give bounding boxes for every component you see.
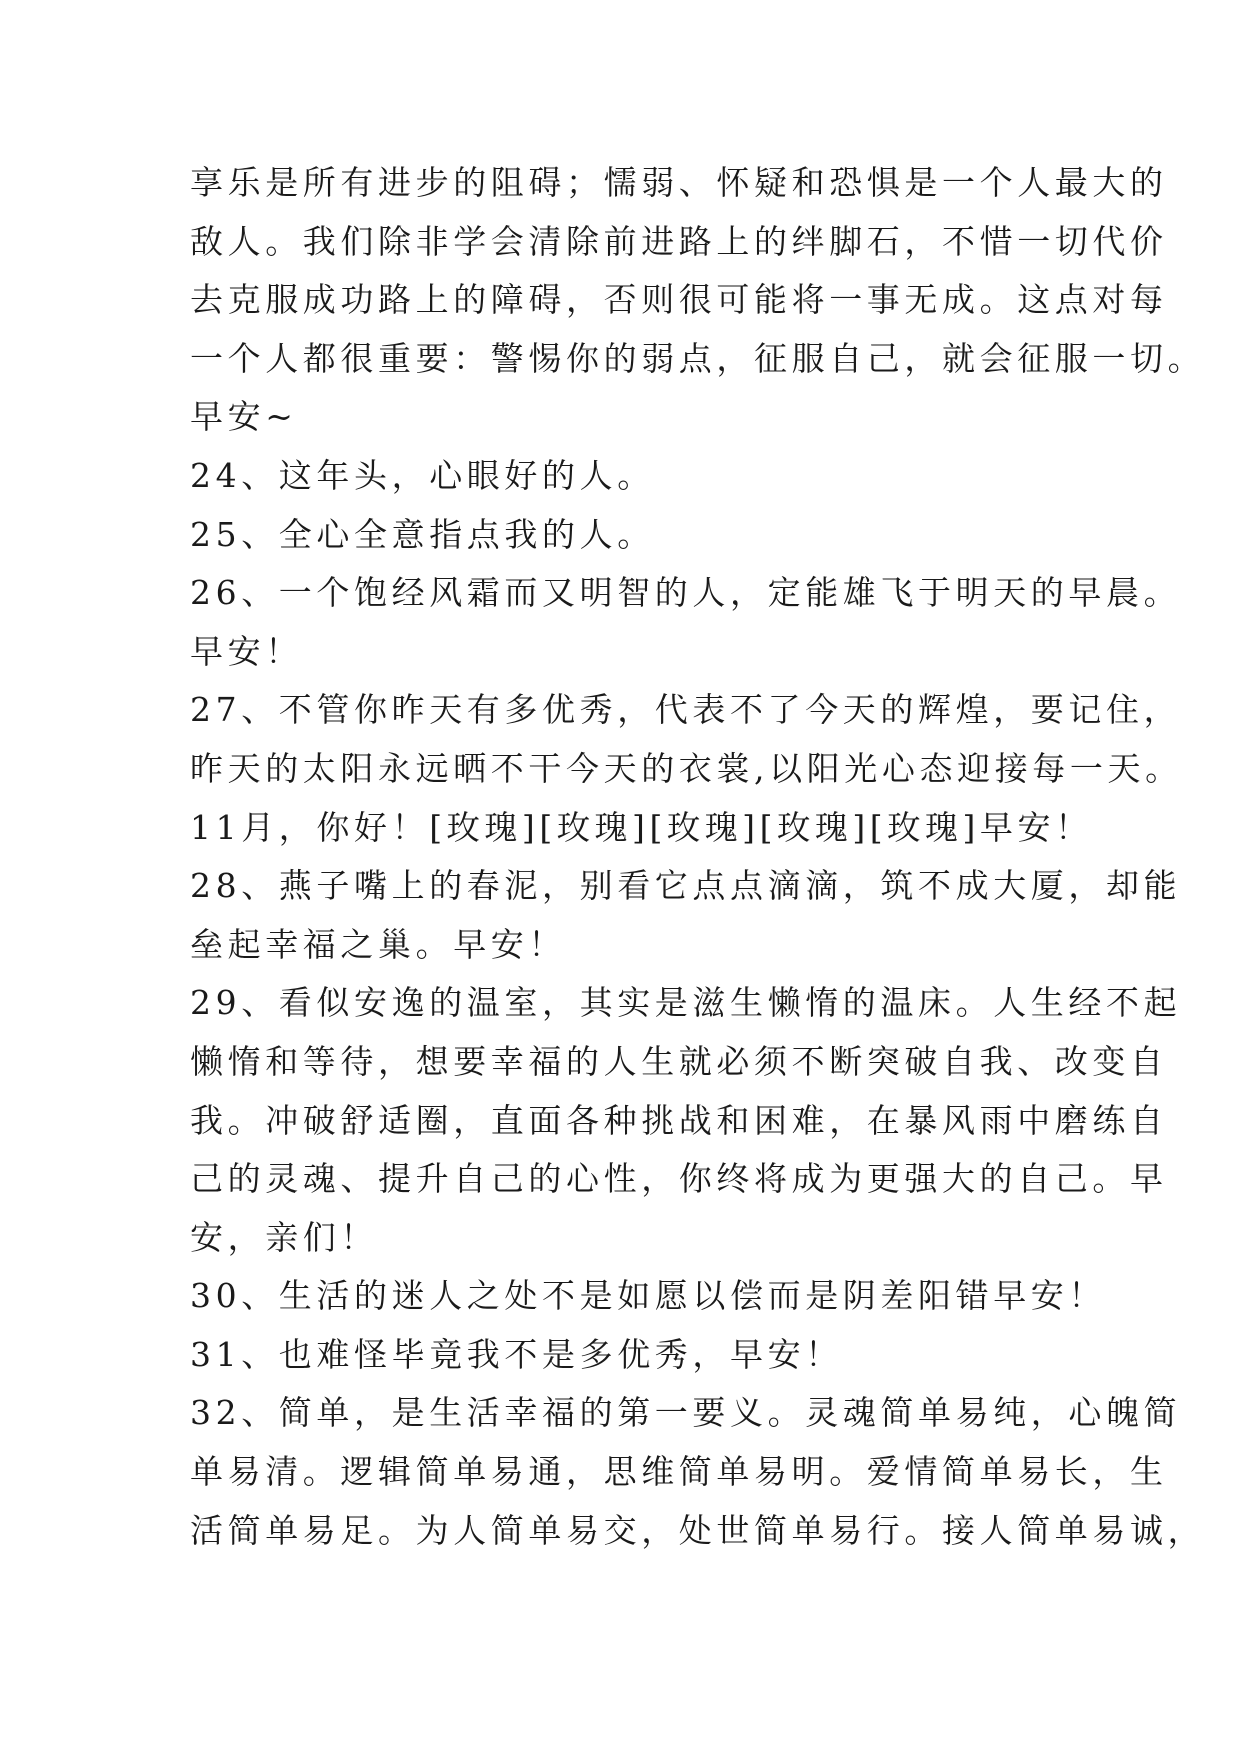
text-line: 早安！ (190, 631, 303, 671)
text-line: 30、生活的迷人之处不是如愿以偿而是阴差阳错早安！ (190, 1276, 1106, 1316)
text-line: 27、不管你昨天有多优秀，代表不了今天的辉煌，要记住， (190, 690, 1182, 730)
text-line: 敌人。我们除非学会清除前进路上的绊脚石，不惜一切代价 (190, 221, 1168, 261)
text-line: 享乐是所有进步的阻碍；懦弱、怀疑和恐惧是一个人最大的 (190, 163, 1168, 202)
text-line: 昨天的太阳永远晒不干今天的衣裳,以阳光心态迎接每一天。 (190, 748, 1183, 788)
text-line: 垒起幸福之巢。早安！ (190, 924, 566, 964)
text-line: 己的灵魂、提升自己的心性，你终将成为更强大的自己。早 (190, 1159, 1168, 1199)
text-line: 24、这年头，心眼好的人。 (190, 455, 655, 495)
text-line: 单易清。逻辑简单易通，思维简单易明。爱情简单易长，生 (190, 1452, 1168, 1492)
text-line: 安，亲们！ (190, 1217, 378, 1257)
text-line: 32、简单，是生活幸福的第一要义。灵魂简单易纯，心魄简 (190, 1393, 1182, 1433)
text-line: 25、全心全意指点我的人。 (190, 514, 655, 554)
text-line: 31、也难怪毕竟我不是多优秀，早安！ (190, 1334, 843, 1374)
text-line: 11月，你好！[玫瑰][玫瑰][玫瑰][玫瑰][玫瑰]早安！ (190, 807, 1093, 847)
text-line: 28、燕子嘴上的春泥，别看它点点滴滴，筑不成大厦，却能 (190, 866, 1182, 906)
text-line: 早安~ (190, 397, 298, 437)
text-line: 懒惰和等待，想要幸福的人生就必须不断突破自我、改变自 (190, 1041, 1168, 1081)
body-text (190, 154, 1206, 1560)
text-line: 我。冲破舒适圈，直面各种挑战和困难，在暴风雨中磨练自 (190, 1100, 1168, 1140)
text-line: 26、一个饱经风霜而又明智的人，定能雄飞于明天的早晨。 (190, 573, 1182, 613)
text-line: 一个人都很重要：警惕你的弱点，征服自己，就会征服一切。 (190, 338, 1206, 378)
text-line: 去克服成功路上的障碍，否则很可能将一事无成。这点对每 (190, 280, 1168, 320)
text-line: 29、看似安逸的温室，其实是滋生懒惰的温床。人生经不起 (190, 983, 1182, 1023)
text-line: 活简单易足。为人简单易交，处世简单易行。接人简单易诚， (190, 1510, 1206, 1550)
